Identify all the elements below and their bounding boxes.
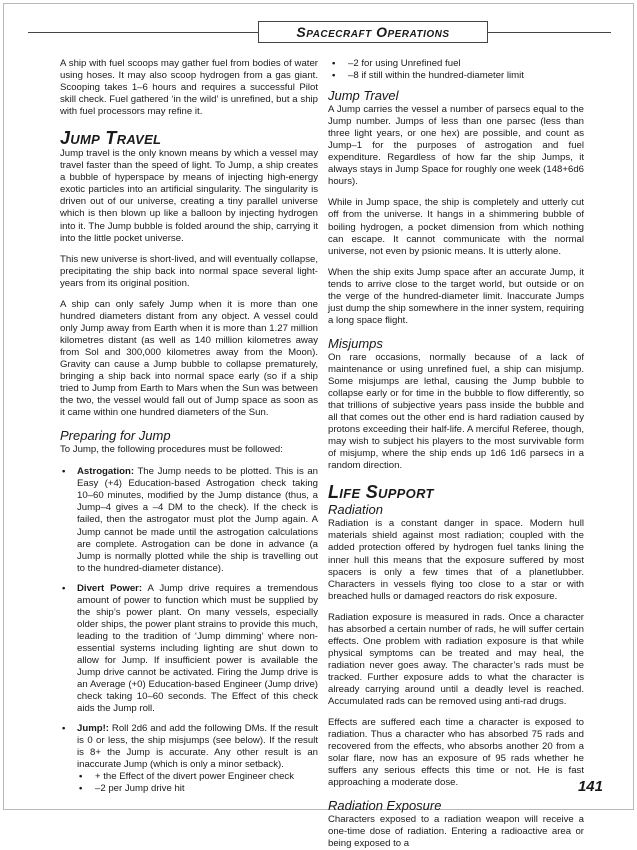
left-column: [60, 58, 318, 803]
jump-travel-heading: Jump Travel: [60, 128, 162, 149]
jump-dm-list: [77, 771, 318, 795]
radiation-paragraph-1: Radiation is a constant danger in space. Modern hull materials shield against most radiation; coupled with the added protection offered by hydrogen fuel tanks lining the inner hull this means that the exposure suffered by most spacers is only a few times that of a planetlubber. Characters in vessels flying too close to a star or with breached hulls or damaged reactors do risk exposure.: [328, 518, 584, 602]
right-column: [328, 58, 584, 850]
jump-label: Jump!:: [77, 723, 109, 735]
misjumps-paragraph: On rare occasions, normally because of a lack of maintenance or using unrefined fuel, a ship can misjump. Some misjumps are lethal, causing the Jump bubble to collapse early or for time in the bubble to flow differently, so that trillions of subjective years pass inside the bubble and all that comes out the other end is hard radiation caused by protons exceeding their half-life. A merciful Referee, though, may wish to subject his players to the most survivable form of misjump, where the ship ends up 1d6 1d6 parsecs in a random direction.: [328, 351, 584, 472]
dm-item-drive-hit: • –2 per Jump drive hit: [77, 783, 318, 795]
list-item-divert-power: [60, 583, 318, 716]
page-number: 141: [577, 778, 603, 795]
jump-travel-paragraph-3: A ship can only safely Jump when it is more than one hundred diameters distant from any object. A vessel could only Jump away from Earth when it is more than 1.27 million kilometres distant (as well as 140 million kilometres away from Sol and 300,000 kilometres away from the Moon). Gravity can cause a Jump bubble to collapse prematurely, bringing a ship back into normal space early (so if a ship tried to Jump from Earth to Mars when the Sun was between the two, the vessel would fall out of Jump space as soon as it came within one hundred diameters of the Sun.: [60, 298, 318, 419]
divert-power-text: A Jump drive requires a tremendous amount of power to function which must be supplied by the ship’s power plant. On many vessels, especially older ships, the power plant strains to provide this much, leading to the tradition of ‘Jump dimming’ where non-essential systems including lighting are shut down to allow for Jump. If insufficient power is available the Jump drive cannot be activated. Firing the Jump drive is an Average (+0) Education-based Engineer (Jump drive) check taking 10–60 seconds. The Effect of this check aids the Jump roll.: [77, 582, 318, 715]
astrogation-label: Astrogation:: [77, 466, 135, 478]
jump-space-paragraph: While in Jump space, the ship is completely and utterly cut off from the universe. It hangs in a shimmering bubble of boiling hydrogen, a pocket dimension from which nothing can escape. It cannot communicate with the normal universe, not even by psionic means. It is utterly alone.: [328, 197, 584, 257]
jump-text: Roll 2d6 and add the following DMs. If the result is 0 or less, the ship misjumps (see below). If the result is 8+ the Jump is accurate. Any other result is an inaccurate Jump (which is only a minor setback).: [77, 723, 318, 771]
jump-distance-paragraph: A Jump carries the vessel a number of parsecs equal to the Jump number. Jumps of less than one parsec (less than three light years, or one hex) are possible, and count as Jump–1 for the purposes of astrogation and fuel expenditure. Regardless of how far the ship Jumps, it always stays in Jump Space for roughly one week (148+6d6 hours).: [328, 104, 584, 188]
jump-travel-subheading: Jump Travel: [328, 88, 399, 104]
jump-dm-list-continued: [328, 58, 584, 82]
list-item-jump: [60, 723, 318, 795]
list-item-astrogation: [60, 466, 318, 574]
jump-procedure-list: [60, 466, 318, 795]
dm-item-diameter-limit: • –8 if still within the hundred-diameter limit: [328, 70, 584, 82]
fuel-scoop-paragraph: A ship with fuel scoops may gather fuel from bodies of water using hoses. It may also scoop hydrogen from a gas giant. Scooping takes 1–6 hours and requires a successful Pilot skill check. Fuel gathered ‘in the wild’ is unrefined, but a ship with fuel processors may refine it.: [60, 58, 318, 118]
radiation-paragraph-2: Radiation exposure is measured in rads. Once a character has absorbed a certain number of rads, he will suffer certain effects. One problem with radiation exposure is that while physical symptoms can be treated and may heal, the radiation never goes away. The character’s rads must be tracked. Further exposure adds to what the character is already carrying around until a deadly level is reached. Accumulated rads can be removed using anti-rad drugs.: [328, 611, 584, 708]
radiation-exposure-paragraph: Characters exposed to a radiation weapon will receive a one-time dose of radiation. Entering a radioactive area or being exposed to a: [328, 814, 584, 850]
radiation-paragraph-3: Effects are suffered each time a character is exposed to radiation. Thus a character who has absorbed 75 rads and recovered from the effects, who absorbs another 20 from a solar flare, now has an exposure of 95 rads whether he suffers any serious effects this time or not. He is fast approaching a moderate dose.: [328, 717, 584, 789]
dm-item-engineer-effect: • + the Effect of the divert power Engineer check: [77, 771, 318, 783]
jump-travel-paragraph-1: Jump travel is the only known means by which a vessel may travel faster than the speed of light. To Jump, a ship creates a bubble of hyperspace by means of injecting high-energy exotic particles into an artificial singularity. The singularity is driven out of our universe, creating a tiny parallel universe which is then blown up like a balloon by injecting hydrogen into it. The Jump bubble is folded around the ship, carrying it into the little pocket universe.: [60, 148, 318, 244]
jump-exit-paragraph: When the ship exits Jump space after an accurate Jump, it tends to arrive close to the target world, but outside or on the verge of the hundred-diameter limit. Inaccurate Jumps just dump the ship somewhere in the inner system, requiring a long space flight.: [328, 266, 584, 326]
preparing-for-jump-heading: Preparing for Jump: [60, 428, 171, 444]
preparing-intro: To Jump, the following procedures must be followed:: [60, 444, 283, 456]
life-support-heading: Life Support: [328, 482, 434, 503]
running-header: [28, 20, 611, 44]
jump-travel-paragraph-2: This new universe is short-lived, and will eventually collapse, precipitating the ship back into normal space several light-years from its original position.: [60, 253, 318, 289]
misjumps-heading: Misjumps: [328, 335, 383, 351]
radiation-exposure-heading: Radiation Exposure: [328, 798, 442, 814]
header-title: Spacecraft Operations: [258, 21, 488, 43]
radiation-heading: Radiation: [328, 502, 383, 518]
divert-power-label: Divert Power:: [77, 582, 143, 594]
astrogation-text: The Jump needs to be plotted. This is an Easy (+4) Education-based Astrogation check taking 10–60 minutes, modified by the Jump distance (thus, a Jump–4 gives a –4 DM to the check). If the check is failed, then the astrogator must plot the Jump again. A Jump cannot be made until the astrogation calculations are complete. Astrogation can be done in advance (a Jump is normally plotted while the ship is travelling out to the hundred-diameter distance).: [77, 466, 318, 574]
dm-item-unrefined-fuel: • –2 for using Unrefined fuel: [328, 58, 584, 70]
